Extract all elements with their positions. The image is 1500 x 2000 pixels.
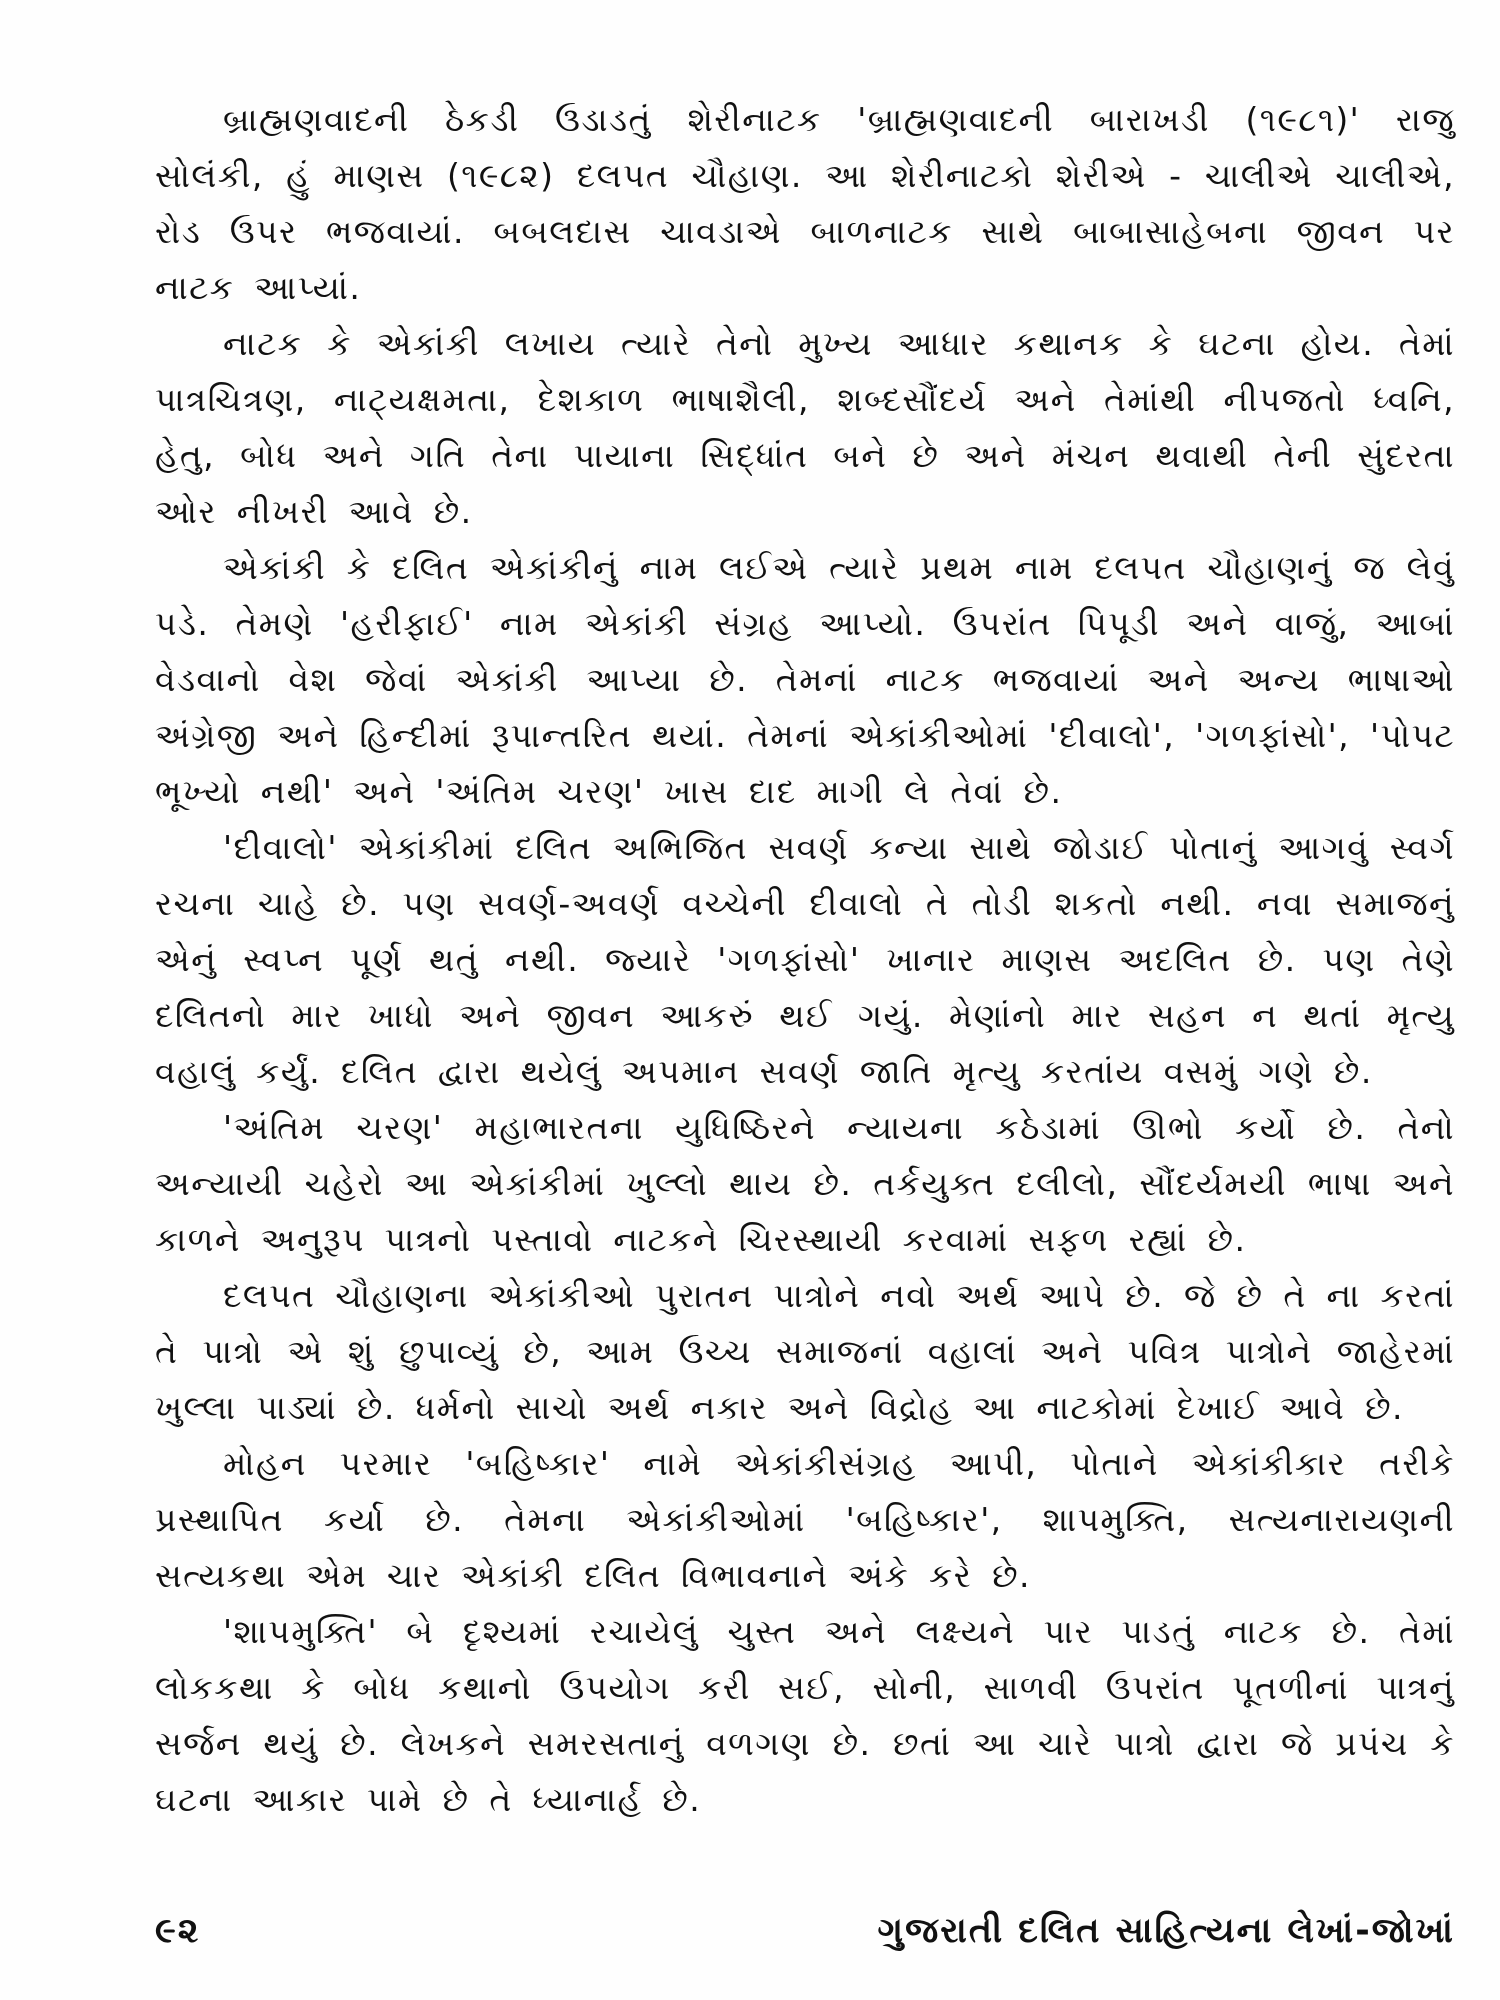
paragraph-mohan-parmar: મોહન પરમાર 'બહિષ્કાર' નામે એકાંકીસંગ્રહ આપી, પોતાને એકાંકીકાર તરીકે પ્રસ્થાપિત કર્યા છે. તેમના એકાંકીઓમાં 'બહિષ્કાર', શાપમુક્તિ, સત્યનારાયણની સત્યકથા એમ ચાર એકાંકી દલિત વિભાવનાને અંકે કરે છે. (155, 1444, 1455, 1595)
paragraph-antim-charan: 'અંતિમ ચરણ' મહાભારતના યુધિષ્ઠિરને ન્યાયના કઠેડામાં ઊભો કર્યો છે. તેનો અન્યાયી ચહેરો આ એકાંકીમાં ખુલ્લો થાય છે. તર્કયુક્ત દલીલો, સૌંદર્યમયી ભાષા અને કાળને અનુરૂપ પાત્રનો પસ્તાવો નાટકને ચિરસ્થાયી કરવામાં સફળ રહ્યાં છે. (155, 1108, 1455, 1259)
paragraph-street-plays: બ્રાહ્મણવાદની ઠેકડી ઉડાડતું શેરીનાટક 'બ્રાહ્મણવાદની બારાખડી (૧૯૮૧)' રાજુ સોલંકી, હું માણસ (૧૯૮૨) દલપત ચૌહાણ. આ શેરીનાટકો શેરીએ - ચાલીએ ચાલીએ, રોડ ઉપર ભજવાયાં. બબલદાસ ચાવડાએ બાળનાટક સાથે બાબાસાહેબના જીવન પર નાટક આપ્યાં. (155, 100, 1455, 307)
book-title: ગુજરાતી દલિત સાહિત્યના લેખાં-જોખાં (877, 1911, 1455, 1951)
paragraph-ancient-characters: દલપત ચૌહાણના એકાંકીઓ પુરાતન પાત્રોને નવો અર્થ આપે છે. જે છે તે ના કરતાં તે પાત્રો એ શું છુપાવ્યું છે, આમ ઉચ્ચ સમાજનાં વહાલાં અને પવિત્ર પાત્રોને જાહેરમાં ખુલ્લા પાડ્યાં છે. ધર્મનો સાચો અર્થ નકાર અને વિદ્રોહ આ નાટકોમાં દેખાઈ આવે છે. (155, 1276, 1455, 1427)
paragraph-play-elements: નાટક કે એકાંકી લખાય ત્યારે તેનો મુખ્ય આધાર કથાનક કે ઘટના હોય. તેમાં પાત્રચિત્રણ, નાટ્યક્ષમતા, દેશકાળ ભાષાશૈલી, શબ્દસૌંદર્ય અને તેમાંથી નીપજતો ધ્વનિ, હેતુ, બોધ અને ગતિ તેના પાયાના સિદ્ધાંત બને છે અને મંચન થવાથી તેની સુંદરતા ઓર નીખરી આવે છે. (155, 324, 1455, 531)
body-text (155, 92, 1455, 1828)
paragraph-dalpat-chauhan: એકાંકી કે દલિત એકાંકીનું નામ લઈએ ત્યારે પ્રથમ નામ દલપત ચૌહાણનું જ લેવું પડે. તેમણે 'હરીફાઈ' નામ એકાંકી સંગ્રહ આપ્યો. ઉપરાંત પિપૂડી અને વાજું, આબાં વેડવાનો વેશ જેવાં એકાંકી આપ્યા છે. તેમનાં નાટક ભજવાયાં અને અન્ય ભાષાઓ અંગ્રેજી અને હિન્દીમાં રૂપાન્તરિત થયાં. તેમનાં એકાંકીઓમાં 'દીવાલો', 'ગળફાંસો', 'પોપટ ભૂખ્યો નથી' અને 'અંતિમ ચરણ' ખાસ દાદ માગી લે તેવાં છે. (155, 548, 1455, 811)
page-number: ૯૨ (155, 1911, 201, 1951)
paragraph-diwalo: 'દીવાલો' એકાંકીમાં દલિત અભિજિત સવર્ણ કન્યા સાથે જોડાઈ પોતાનું આગવું સ્વર્ગ રચના ચાહે છે. પણ સવર્ણ-અવર્ણ વચ્ચેની દીવાલો તે તોડી શકતો નથી. નવા સમાજનું એનું સ્વપ્ન પૂર્ણ થતું નથી. જ્યારે 'ગળફાંસો' ખાનાર માણસ અદલિત છે. પણ તેણે દલિતનો માર ખાધો અને જીવન આકરું થઈ ગયું. મેણાંનો માર સહન ન થતાં મૃત્યુ વહાલું કર્યું. દલિત દ્વારા થયેલું અપમાન સવર્ણ જાતિ મૃત્યુ કરતાંય વસમું ગણે છે. (155, 828, 1455, 1091)
page-footer (155, 1906, 1455, 1956)
paragraph-shapmukti: 'શાપમુક્તિ' બે દૃશ્યમાં રચાયેલું ચુસ્ત અને લક્ષ્યને પાર પાડતું નાટક છે. તેમાં લોકકથા કે બોધ કથાનો ઉપયોગ કરી સઈ, સોની, સાળવી ઉપરાંત પૂતળીનાં પાત્રનું સર્જન થયું છે. લેખકને સમરસતાનું વળગણ છે. છતાં આ ચારે પાત્રો દ્વારા જે પ્રપંચ કે ઘટના આકાર પામે છે તે ધ્યાનાર્હ છે. (155, 1612, 1455, 1819)
